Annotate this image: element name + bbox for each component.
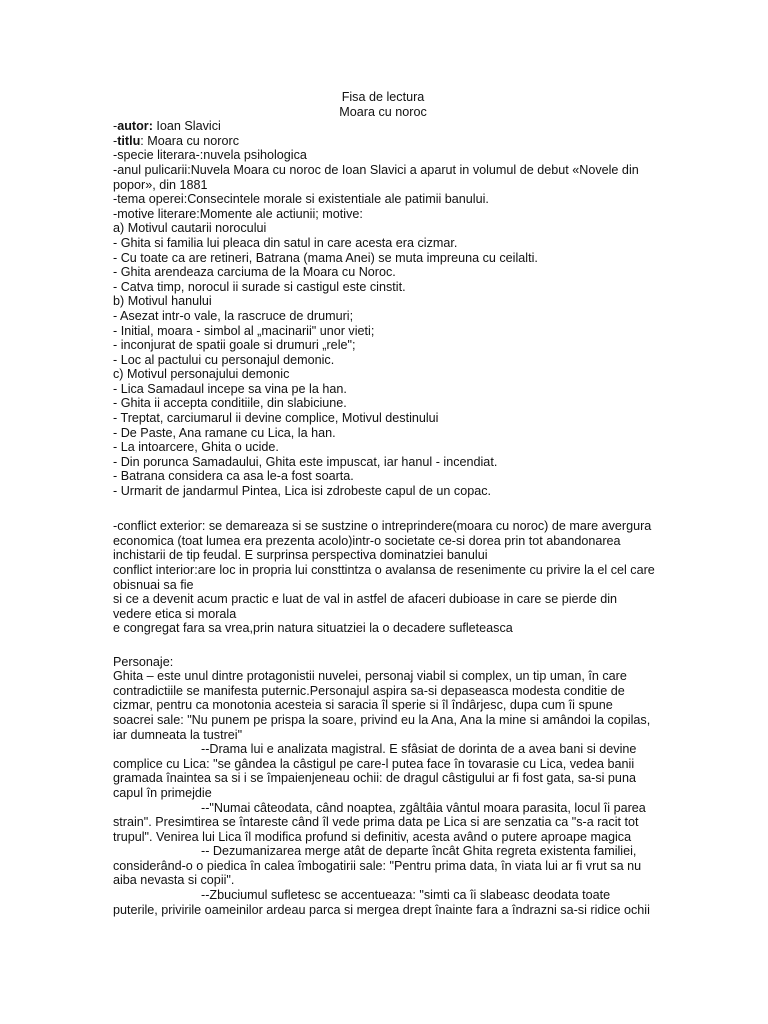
conflict-line: obisnuai sa fie	[113, 577, 194, 592]
list-item: - Ghita si familia lui pleaca din satul in care acesta era cizmar.	[113, 235, 458, 250]
section-c-heading: c) Motivul personajului demonic	[113, 367, 290, 382]
personaje-line: soacrei sale: "Nu punem pe prispa la soare, privind eu la Ana, Ana la mine si amândoi la copilas,	[113, 712, 651, 727]
section-b-heading: b) Motivul hanului	[113, 294, 212, 309]
personaje-line: iar dumneata la tustrei"	[113, 727, 243, 742]
spacer	[113, 499, 673, 514]
personaje-heading: Personaje:	[113, 654, 174, 669]
drama-line: capul în primejdie	[113, 785, 212, 800]
list-item: - Ghita ii accepta conditiile, din slabiciune.	[113, 396, 347, 411]
autor-line: -autor: Ioan Slavici	[113, 119, 221, 134]
list-item: - Loc al pactului cu personajul demonic.	[113, 352, 335, 367]
drama-line: complice cu Lica: "se gândea la câstigul pe care-l putea face în tovarasie cu Lica, vedea banii	[113, 756, 635, 771]
titlu-label: titlu	[117, 133, 141, 148]
document-title: Fisa de lectura	[341, 90, 425, 104]
list-item: - Cu toate ca are retineri, Batrana (mama Anei) se muta impreuna cu ceilalti.	[113, 250, 538, 265]
conflict-line: -conflict exterior: se demareaza si se sustzine o intreprindere(moara cu noroc) de mare avergura	[113, 519, 652, 534]
titlu-value: : Moara cu nororc	[140, 133, 239, 148]
dezumanizare-line: considerând-o o piedica în calea îmbogatirii sale: "Pentru prima data, în viata lui ar fi vrut sa nu	[113, 858, 642, 873]
list-item: - Asezat intr-o vale, la rascruce de drumuri;	[113, 308, 354, 323]
personaje-line: cizmar, pentru ca monotonia acesteia si saracia îl sperie si îl îndârjesc, dupa cum îi spune	[113, 698, 613, 713]
conflict-line: vedere etica si morala	[113, 606, 237, 621]
conflict-line: e congregat fara sa vrea,prin natura situatziei la o decadere sufleteasca	[113, 621, 513, 636]
document-body	[113, 90, 673, 917]
autor-value: Ioan Slavici	[152, 119, 221, 134]
list-item: - Batrana considera ca asa le-a fost soarta.	[113, 469, 354, 484]
specie-line: -specie literara-:nuvela psihologica	[113, 148, 307, 163]
dezumanizare-line: aiba nevasta si copii".	[113, 873, 235, 888]
conflict-line: inchistarii de tip feudal. E surprinsa perspectiva dominatziei banului	[113, 548, 488, 563]
dezumanizare-line: -- Dezumanizarea merge atât de departe încât Ghita regreta existenta familiei,	[201, 844, 637, 859]
conflict-line: si ce a devenit acum practic e luat de val in astfel de afaceri dubioase in care se pierde din	[113, 592, 618, 607]
anul-line-1: -anul pulicarii:Nuvela Moara cu noroc de Ioan Slavici a aparut in volumul de debut «Novele din	[113, 162, 639, 177]
section-a-heading: a) Motivul cautarii norocului	[113, 221, 267, 236]
list-item: - La intoarcere, Ghita o ucide.	[113, 440, 279, 455]
titlu-line: -titlu: Moara cu nororc	[113, 133, 239, 148]
tema-line: -tema operei:Consecintele morale si existentiale ale patimii banului.	[113, 192, 489, 207]
list-item: - Ghita arendeaza carciuma de la Moara cu Noroc.	[113, 265, 396, 280]
spacer	[113, 636, 673, 651]
list-item: - Catva timp, norocul ii surade si castigul este cinstit.	[113, 279, 406, 294]
list-item: - Urmarit de jandarmul Pintea, Lica isi zdrobeste capul de un copac.	[113, 484, 492, 499]
personaje-line: Ghita – este unul dintre protagonistii nuvelei, personaj viabil si complex, un tip uman, în care	[113, 669, 627, 684]
zbucium-line: --Zbuciumul sufletesc se accentueaza: "simti ca îi slabeasc deodata toate	[201, 888, 611, 903]
list-item: - De Paste, Ana ramane cu Lica, la han.	[113, 425, 336, 440]
list-item: - Lica Samadaul incepe sa vina pe la han.	[113, 381, 347, 396]
drama-line: gramada înaintea sa si i se împaienjeneau ochii: de dragul câstigului ar fi fost gata, sa-si puna	[113, 771, 636, 786]
drama-line: --Drama lui e analizata magistral. E sfâsiat de dorinta de a avea bani si devine	[201, 742, 637, 757]
conflict-line: economica (toat lumea era prezenta acolo)intr-o societate ce-si dorea prin tot abandonarea	[113, 533, 621, 548]
list-item: - inconjurat de spatii goale si drumuri „rele";	[113, 338, 356, 353]
numai-line: strain". Presimtirea se întareste când îl vede prima data pe Lica si are senzatia ca "s-a racit tot	[113, 815, 639, 830]
conflict-line: conflict interior:are loc in propria lui consttintza o avalansa de resenimente cu privire la el cel care	[113, 563, 655, 577]
zbucium-line: puterile, privirile oameinilor ardeau parca si mergea drept înainte fara a îndrazni sa-si ridice ochii	[113, 902, 650, 917]
numai-line: --"Numai câteodata, când noaptea, zgâltâia vântul moara parasita, locul îi parea	[201, 800, 646, 815]
list-item: - Treptat, carciumarul ii devine complice, Motivul destinului	[113, 411, 439, 426]
list-item: - Din porunca Samadaului, Ghita este impuscat, iar hanul - incendiat.	[113, 454, 498, 469]
anul-line-2: popor», din 1881	[113, 177, 208, 192]
autor-label: autor:	[117, 119, 153, 134]
numai-line: trupul". Venirea lui Lica îl modifica profund si definitiv, acesta având o putere aproape magica	[113, 829, 632, 844]
personaje-line: contradictiile se manifesta puternic.Personajul aspira sa-si depaseasca modesta conditie de	[113, 683, 625, 698]
list-item: - Initial, moara - simbol al „macinarii" unor vieti;	[113, 323, 375, 338]
document-subtitle: Moara cu noroc	[339, 104, 427, 119]
motive-line: -motive literare:Momente ale actiunii; motive:	[113, 206, 363, 221]
